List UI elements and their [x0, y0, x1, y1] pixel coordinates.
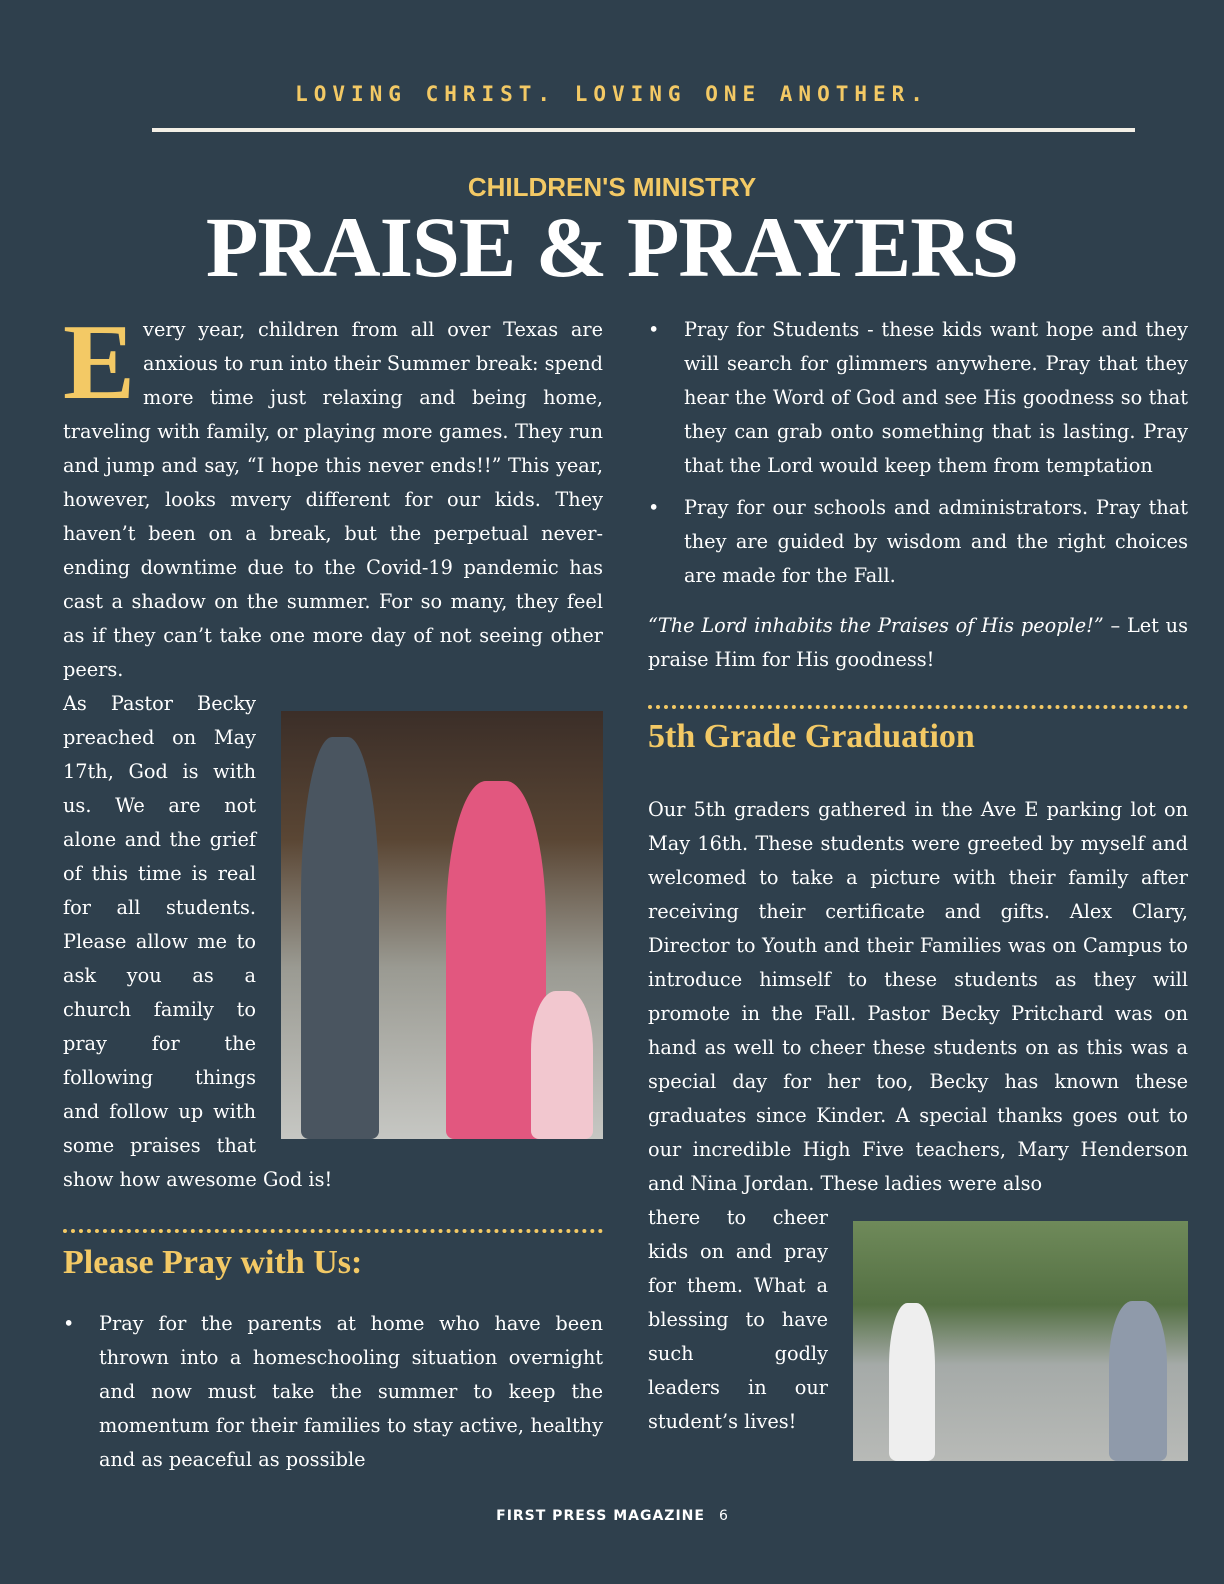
- photo-figure-man: [301, 737, 379, 1139]
- prayer-item-schools: • Pray for our schools and administrators. Pray that they are guided by wisdom and the right choices are made for the Fall.: [648, 491, 1188, 593]
- page-footer: [0, 1508, 1224, 1524]
- photo-figure-teacher-left: [889, 1303, 935, 1461]
- header-divider: [152, 128, 1135, 132]
- photo-figure-child: [531, 991, 593, 1139]
- prayer-item-parents: • Pray for the parents at home who have been thrown into a homeschooling situation overnight and now must take the summer to keep the momentum for their families to stay active, healthy and as peaceful as possible: [63, 1307, 603, 1477]
- prayer-item-students: • Pray for Students - these kids want hope and they will search for glimmers anywhere. Pray that they hear the Word of God and see His goodness so that they can grab onto something that is lasting. Pray that the Lord would keep them from temptation: [648, 313, 1188, 483]
- graduation-section-title: 5th Grade Graduation: [648, 718, 975, 755]
- prayer-list-continued: [648, 313, 1188, 593]
- intro-continued: As Pastor Becky preached on May 17th, God is with us. We are not alone and the grief of this time is real for all students. Please allow me to ask you as a church family to pray for the following things and follow up with some praises that show how awesome God is!: [63, 692, 333, 1191]
- quote-response: – Let us praise Him for His goodness!: [648, 614, 1188, 671]
- family-photo: [281, 711, 603, 1139]
- quote-text: “The Lord inhabits the Praises of His people!”: [648, 614, 1104, 637]
- praise-quote: [648, 609, 1188, 677]
- graduation-continued: there to cheer kids on and pray for them. What a blessing to have such godly leaders in our student’s lives!: [648, 1206, 828, 1433]
- pray-section-title: Please Pray with Us:: [63, 1244, 363, 1281]
- tagline: LOVING CHRIST. LOVING ONE ANOTHER.: [295, 82, 929, 106]
- right-column: [648, 313, 1188, 1469]
- graduation-paragraph: Our 5th graders gathered in the Ave E parking lot on May 16th. These students were greeted by myself and welcomed to take a picture with their family after receiving their certificate and gifts. Alex Clary, Director to Youth and their Families was on Campus to introduce himself to these students as they will promote in the Fall. Pastor Becky Pritchard was on hand as well to cheer these students on as this was a special day for her too, Becky has known these graduates since Kinder. A special thanks goes out to our incredible High Five teachers, Mary Henderson and Nina Jordan. These ladies were also: [648, 798, 1188, 1195]
- section-kicker: CHILDREN'S MINISTRY: [467, 172, 757, 202]
- prayer-list: [63, 1307, 603, 1477]
- magazine-name: FIRST PRESS MAGAZINE: [496, 1508, 705, 1524]
- drop-cap: E: [63, 303, 136, 422]
- intro-text: very year, children from all over Texas are anxious to run into their Summer break: spend more time just relaxing and being home, traveling with family, or playing more games. They run and jump and say, “I hope this never ends!!” This year, however, looks mvery different for our kids. They haven’t been on a break, but the perpetual never-ending downtime due to the Covid-19 pandemic has cast a shadow on the summer. For so many, they feel as if they can’t take one more day of not seeing other peers.: [63, 318, 604, 681]
- page-number: 6: [718, 1508, 728, 1524]
- page-title: PRAISE & PRAYERS: [205, 199, 1019, 295]
- photo-figure-teacher-right: [1109, 1301, 1167, 1461]
- left-column: [63, 303, 604, 1477]
- spacer: [63, 1197, 603, 1229]
- intro-paragraph: [63, 303, 604, 687]
- graduation-teachers-photo: [853, 1221, 1188, 1461]
